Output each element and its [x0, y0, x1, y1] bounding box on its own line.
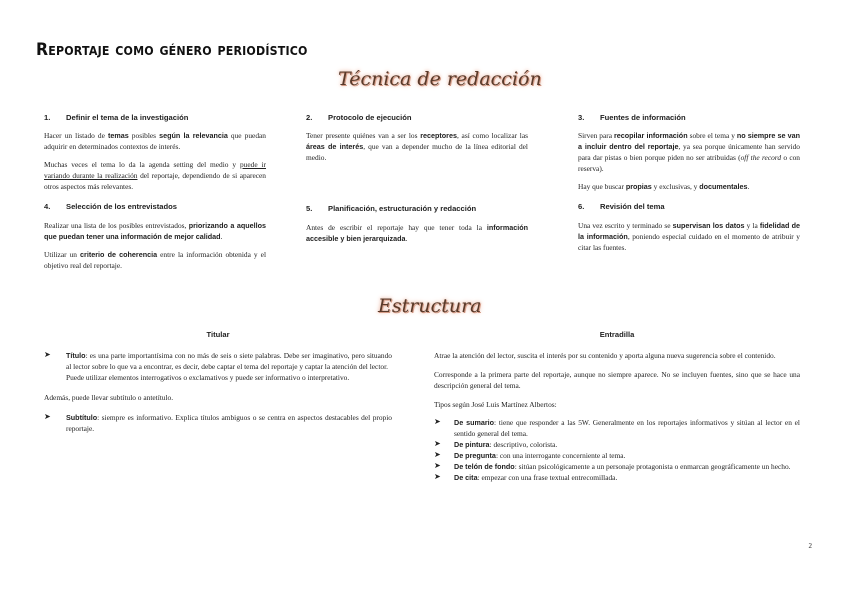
bullet-arrow-icon: ➤: [44, 350, 51, 359]
item-paragraph: Antes de escribir el reportaje hay que tener toda la información accesible y bien jerarquizada.: [306, 223, 528, 243]
titular-section: [44, 350, 392, 434]
section-heading-tecnica: Técnica de redacción: [338, 68, 542, 90]
bullet-arrow-icon: ➤: [434, 439, 441, 448]
item-heading: 1. Definir el tema de la investigación: [44, 113, 189, 122]
item-paragraph: Hay que buscar propias y exclusivas, y documentales.: [578, 182, 750, 191]
tecnica-item-3: [578, 113, 800, 192]
item-paragraph: Hacer un listado de temas posibles según la relevancia que puedan adquirir en determinados contextos de interés.: [44, 131, 266, 151]
item-paragraph: Subtítulo: siempre es informativo. Explica títulos ambiguos o se centra en aspectos destacables del propio reportaje.: [66, 413, 392, 433]
list-item: [44, 350, 392, 383]
list-item: ➤ De pintura: descriptivo, colorista.: [434, 439, 558, 449]
entradilla-heading: Entradilla: [599, 330, 635, 339]
page-number: 2: [808, 542, 812, 550]
bullet-arrow-icon: ➤: [434, 417, 441, 426]
list-item: ➤ De sumario: tiene que responder a las 5W. Generalmente en los reportajes informativos y sitúan al lector en el sentido general del tema.: [434, 417, 800, 438]
list-item: ➤ De cita: empezar con una frase textual entrecomillada.: [434, 472, 618, 482]
tecnica-item-2: [306, 113, 528, 163]
tecnica-item-1: [44, 113, 266, 192]
titular-heading: Titular: [206, 330, 230, 339]
item-paragraph: Realizar una lista de los posibles entrevistados, priorizando a aquellos que puedan tener una información de mejor calidad.: [44, 221, 266, 241]
item-paragraph: Sirven para recopilar información sobre el tema y no siempre se van a incluir dentro del reportaje, ya sea porque únicamente han servido para dar pistas o bien porque piden no ser atribuidas (off the record o con reserva).: [578, 131, 800, 173]
item-heading: 5. Planificación, estructuración y redacción: [306, 204, 477, 213]
item-paragraph: Corresponde a la primera parte del reportaje, aunque no siempre aparece. No se incluyen fuentes, sino que se hace una descripción general del tema.: [434, 370, 800, 390]
item-heading: 6. Revisión del tema: [578, 202, 665, 211]
bullet-arrow-icon: ➤: [434, 450, 441, 459]
bullet-arrow-icon: ➤: [44, 412, 51, 421]
item-paragraph: Utilizar un criterio de coherencia entre la información obtenida y el objetivo real del reportaje.: [44, 250, 266, 270]
item-paragraph: Tipos según José Luis Martínez Albertos:: [434, 400, 557, 409]
list-item: ➤ De telón de fondo: sitúan psicológicamente a un personaje protagonista o enmarcan geográficamente un hecho.: [434, 461, 791, 471]
item-paragraph: Puede utilizar elementos interrogativos o exclamativos y puede ser informativo o interpretativo.: [66, 373, 350, 382]
item-paragraph: Además, puede llevar subtítulo o antetítulo.: [44, 393, 174, 402]
item-paragraph: Muchas veces el tema lo da la agenda setting del medio y puede ir variando durante la realización del reportaje, dependiendo de si aparecen otros aspectos más relevantes.: [44, 160, 266, 191]
bullet-arrow-icon: ➤: [434, 461, 441, 470]
tecnica-item-6: [578, 202, 800, 253]
list-item: ➤ De pregunta: con una interrogante concerniente al tema.: [434, 450, 626, 460]
item-heading: 4. Selección de los entrevistados: [44, 202, 177, 211]
tecnica-item-4: [44, 202, 266, 271]
tecnica-item-5: [306, 204, 528, 244]
item-heading: 2. Protocolo de ejecución: [306, 113, 412, 122]
item-paragraph: Una vez escrito y terminado se supervisan los datos y la fidelidad de la información, poniendo especial cuidado en el momento de atribuir y citar las fuentes.: [578, 221, 800, 252]
page-title: Reportaje como género periodístico: [36, 40, 308, 60]
section-heading-estructura: Estructura: [378, 295, 482, 317]
item-heading: 3. Fuentes de información: [578, 113, 686, 122]
item-paragraph: Título: es una parte importantísima con no más de seis o siete palabras. Debe ser imaginativo, pero situando al lector sobre lo que va a encontrar, es decir, debe captar el tema del reportaje y captar la atención del lector.: [66, 351, 392, 371]
item-paragraph: Tener presente quiénes van a ser los receptores, así como localizar las áreas de interés, que van a depender mucho de la línea editorial del medio.: [306, 131, 529, 162]
list-item: [44, 412, 392, 434]
entradilla-section: [434, 350, 800, 483]
item-paragraph: Atrae la atención del lector, suscita el interés por su contenido y aporta alguna nueva sugerencia sobre el contenido.: [434, 351, 776, 360]
bullet-arrow-icon: ➤: [434, 472, 441, 481]
